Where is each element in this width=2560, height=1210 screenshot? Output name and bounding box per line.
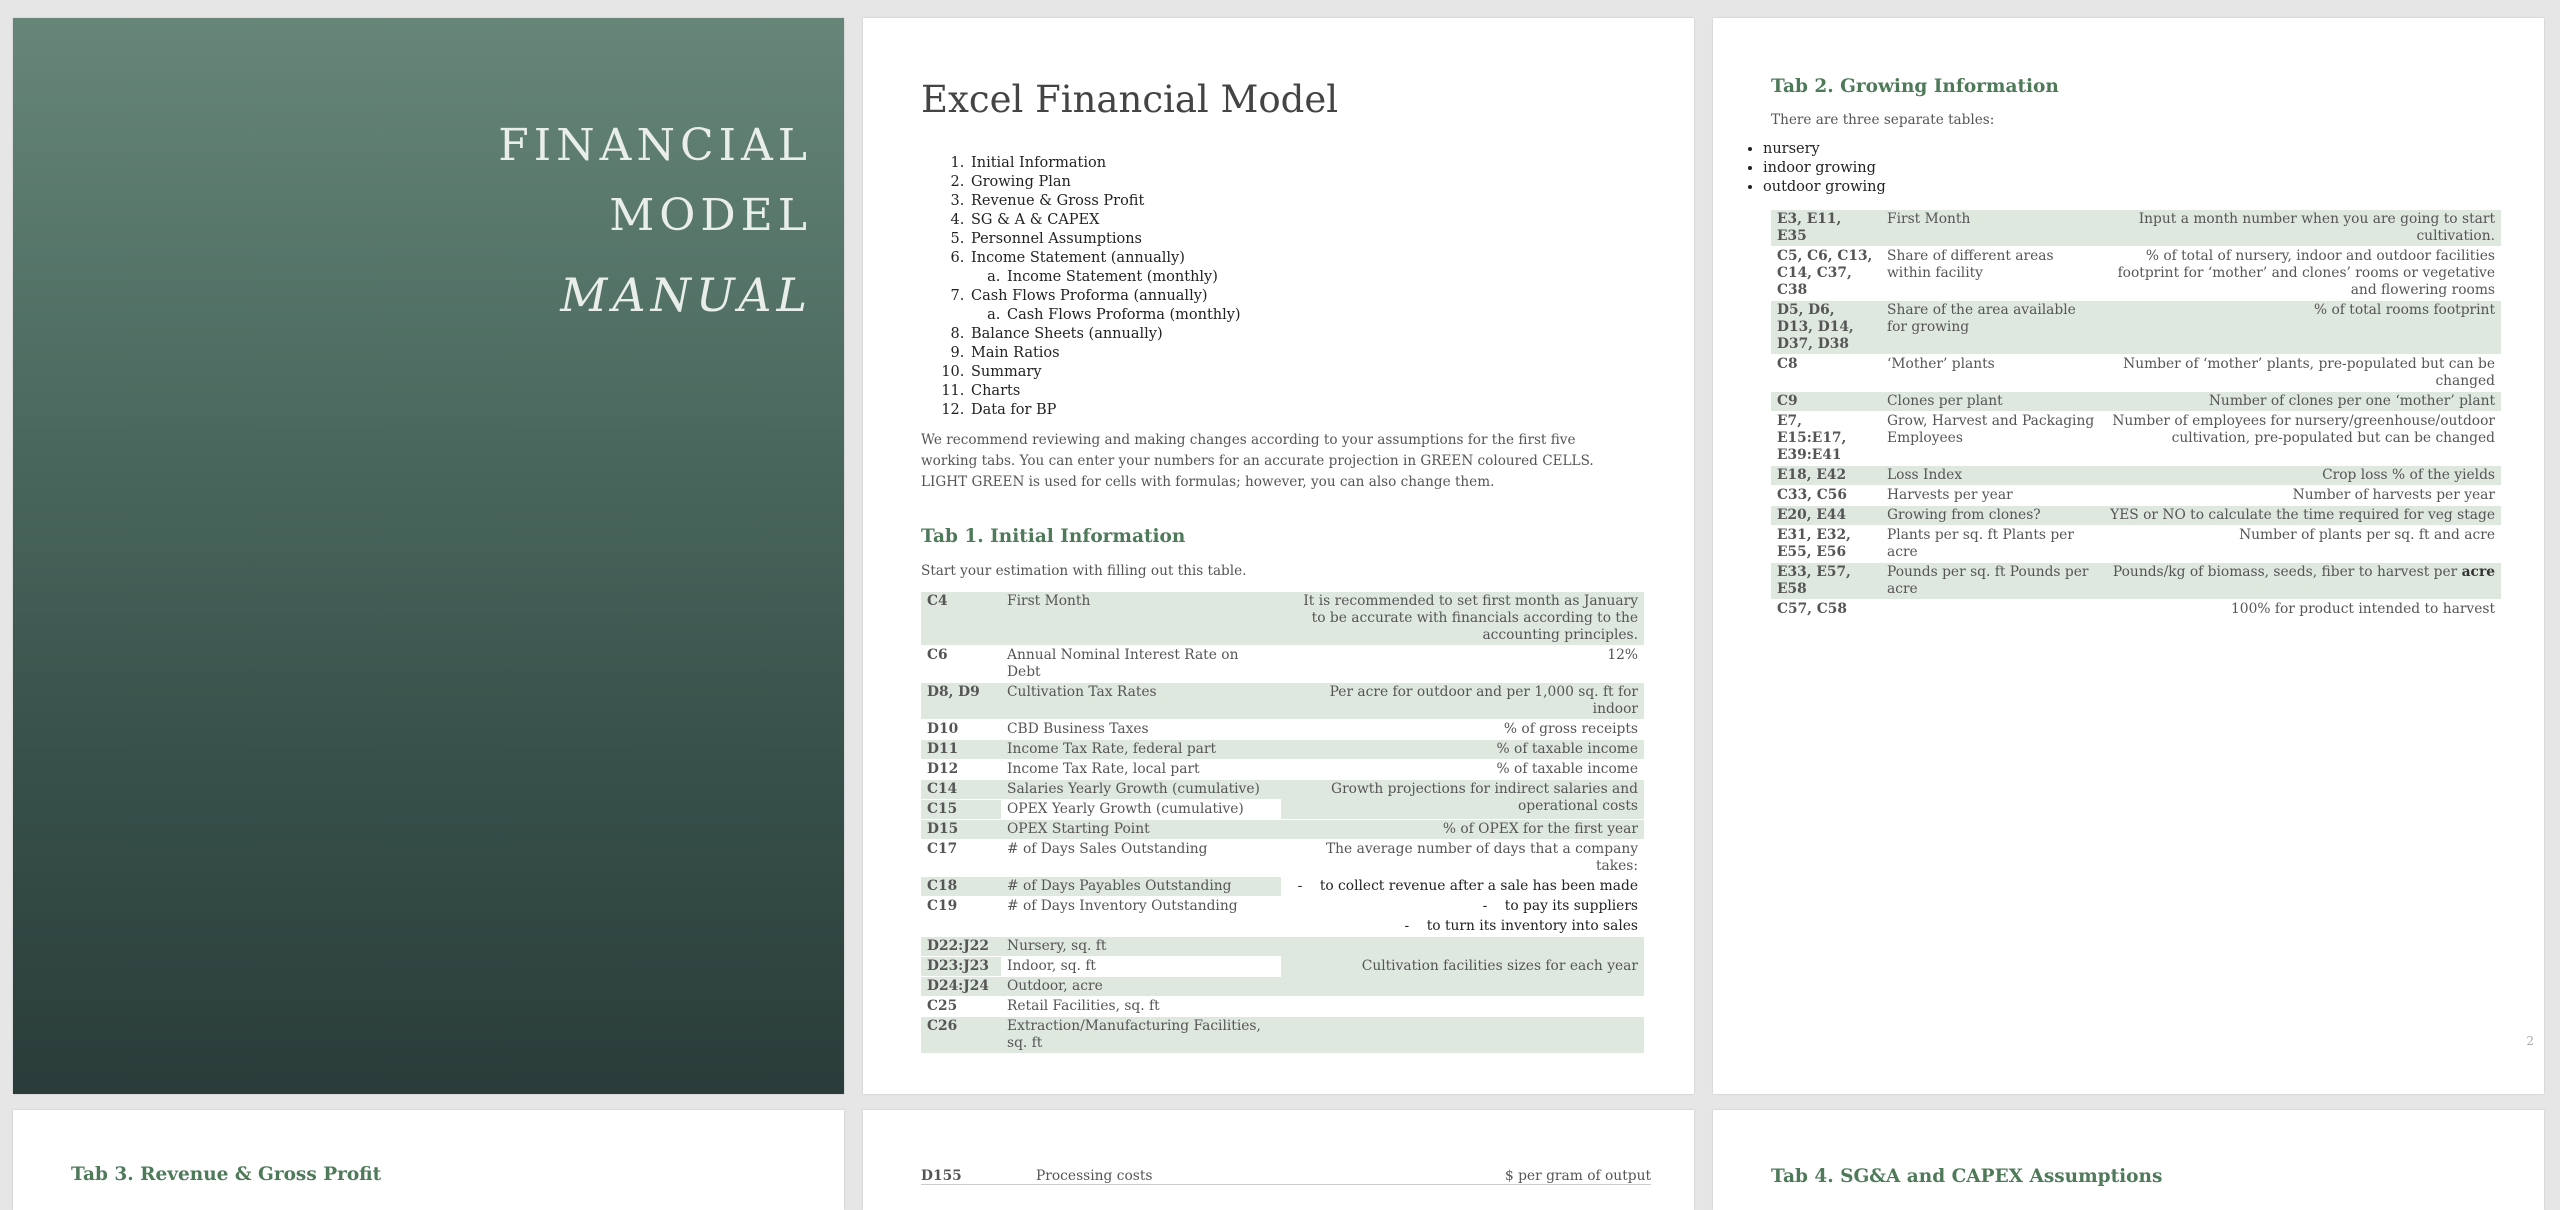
table-row: C18 # of Days Payables Outstanding - to collect revenue after a sale has been made — [921, 877, 1644, 897]
table-row: D12 Income Tax Rate, local part % of taxable income — [921, 760, 1644, 780]
table-row: E31, E32, E55, E56 Plants per sq. ft Plants per acre Number of plants per sq. ft and acre — [1771, 526, 2501, 563]
table-row: C26 Extraction/Manufacturing Facilities, sq. ft — [921, 1017, 1644, 1054]
table-row: C57, C58 100% for product intended to harvest — [1771, 600, 2501, 620]
page-number: 2 — [2526, 1034, 2534, 1048]
page-title: Excel Financial Model — [921, 78, 1339, 121]
table-row: D24:J24 Outdoor, acre — [921, 977, 1644, 997]
tab3-heading: Tab 3. Revenue & Gross Profit — [71, 1164, 382, 1185]
table-row: D15 OPEX Starting Point % of OPEX for the first year — [921, 820, 1644, 840]
intro-paragraph: We recommend reviewing and making changes according to your assumptions for the first five working tabs. You can enter your numbers for an accurate projection in GREEN coloured CELLS. LIGHT GREEN is used for cells with formulas; however, you can also change them. — [921, 432, 1594, 490]
table-row: E33, E57, E58 Pounds per sq. ft Pounds per acre Pounds/kg of biomass, seeds, fiber to harvest per acre — [1771, 563, 2501, 600]
cover-title-line3: MANUAL — [560, 268, 812, 322]
table-row: D11 Income Tax Rate, federal part % of taxable income — [921, 740, 1644, 760]
document-page-4 — [863, 1110, 1694, 1210]
toc-item: 10. Summary — [969, 363, 1241, 382]
tab2-heading: Tab 2. Growing Information — [1771, 76, 2059, 97]
toc-item: 8. Balance Sheets (annually) — [969, 325, 1241, 344]
table-row: C9 Clones per plant Number of clones per one ‘mother’ plant — [1771, 392, 2501, 412]
table-row: C17 # of Days Sales Outstanding The average number of days that a company takes: — [921, 840, 1644, 877]
table-row: C25 Retail Facilities, sq. ft — [921, 997, 1644, 1017]
toc-item: 3. Revenue & Gross Profit — [969, 192, 1241, 211]
table-row: C8 ‘Mother’ plants Number of ‘mother’ plants, pre-populated but can be changed — [1771, 355, 2501, 392]
table-row: D10 CBD Business Taxes % of gross receipts — [921, 720, 1644, 740]
tab2-bullets — [1713, 140, 1886, 197]
document-page-3 — [13, 1110, 844, 1210]
table-row: C6 Annual Nominal Interest Rate on Debt 12% — [921, 646, 1644, 683]
cover-title-line1: FINANCIAL — [498, 120, 812, 171]
table-row: D5, D6, D13, D14, D37, D38 Share of the area available for growing % of total rooms footprint — [1771, 301, 2501, 355]
toc-subitem: a. Income Statement (monthly) — [1005, 268, 1241, 287]
cover-page — [13, 18, 844, 1094]
toc-item: 9. Main Ratios — [969, 344, 1241, 363]
toc-item: 6. Income Statement (annually) a. Income Statement (monthly) — [969, 249, 1241, 287]
tab2-subtitle: There are three separate tables: — [1771, 112, 1995, 128]
toc-item: 4. SG & A & CAPEX — [969, 211, 1241, 230]
list-item: • indoor growing — [1763, 159, 1886, 178]
toc-item: 5. Personnel Assumptions — [969, 230, 1241, 249]
table-row: E7, E15:E17, E39:E41 Grow, Harvest and Packaging Employees Number of employees for nursery/greenhouse/outdoor cultivation, pre-populated but can be changed — [1771, 412, 2501, 466]
tab2-table — [1771, 210, 2501, 620]
table-row: C33, C56 Harvests per year Number of harvests per year — [1771, 486, 2501, 506]
table-row: E3, E11, E35 First Month Input a month number when you are going to start cultivation. — [1771, 210, 2501, 247]
table-row: D23:J23 Indoor, sq. ft — [921, 957, 1644, 977]
list-item: • nursery — [1763, 140, 1886, 159]
tab1-subtitle: Start your estimation with filling out this table. — [921, 563, 1247, 579]
table-row: C14 Salaries Yearly Growth (cumulative) Growth projections for indirect salaries and operational costs — [921, 780, 1644, 800]
tab1-heading: Tab 1. Initial Information — [921, 526, 1186, 547]
toc-item: 2. Growing Plan — [969, 173, 1241, 192]
tab4-heading: Tab 4. SG&A and CAPEX Assumptions — [1771, 1166, 2163, 1187]
table-row: E20, E44 Growing from clones? YES or NO to calculate the time required for veg stage — [1771, 506, 2501, 526]
list-item: • outdoor growing — [1763, 178, 1886, 197]
table-row: E18, E42 Loss Index Crop loss % of the yields — [1771, 466, 2501, 486]
table-row: C4 First Month It is recommended to set first month as January to be accurate with financials according to the accounting principles. — [921, 592, 1644, 646]
table-of-contents — [921, 154, 1241, 420]
table-row: C5, C6, C13, C14, C37, C38 Share of different areas within facility % of total of nursery, indoor and outdoor facilities footprint for ‘mother’ and clones’ rooms or vegetative and flowering rooms — [1771, 247, 2501, 301]
table-row: - to turn its inventory into sales — [921, 917, 1644, 937]
toc-subitem: a. Cash Flows Proforma (monthly) — [1005, 306, 1241, 325]
cover-title-line2: MODEL — [609, 190, 812, 241]
document-page-2 — [1713, 18, 2544, 1094]
table-row: D8, D9 Cultivation Tax Rates Per acre for outdoor and per 1,000 sq. ft for indoor — [921, 683, 1644, 720]
toc-item: 7. Cash Flows Proforma (annually) a. Cash Flows Proforma (monthly) — [969, 287, 1241, 325]
toc-item: 1. Initial Information — [969, 154, 1241, 173]
document-page-5 — [1713, 1110, 2544, 1210]
toc-item: 12. Data for BP — [969, 401, 1241, 420]
document-page-1 — [863, 18, 1694, 1094]
table-row: C15 OPEX Yearly Growth (cumulative) — [921, 800, 1644, 820]
table-row: D155 Processing costs $ per gram of output — [921, 1168, 1651, 1184]
table-row: D22:J22 Nursery, sq. ft Cultivation facilities sizes for each year — [921, 937, 1644, 957]
toc-item: 11. Charts — [969, 382, 1241, 401]
table-row: C19 # of Days Inventory Outstanding - to pay its suppliers — [921, 897, 1644, 917]
tab1-table — [921, 592, 1644, 1054]
